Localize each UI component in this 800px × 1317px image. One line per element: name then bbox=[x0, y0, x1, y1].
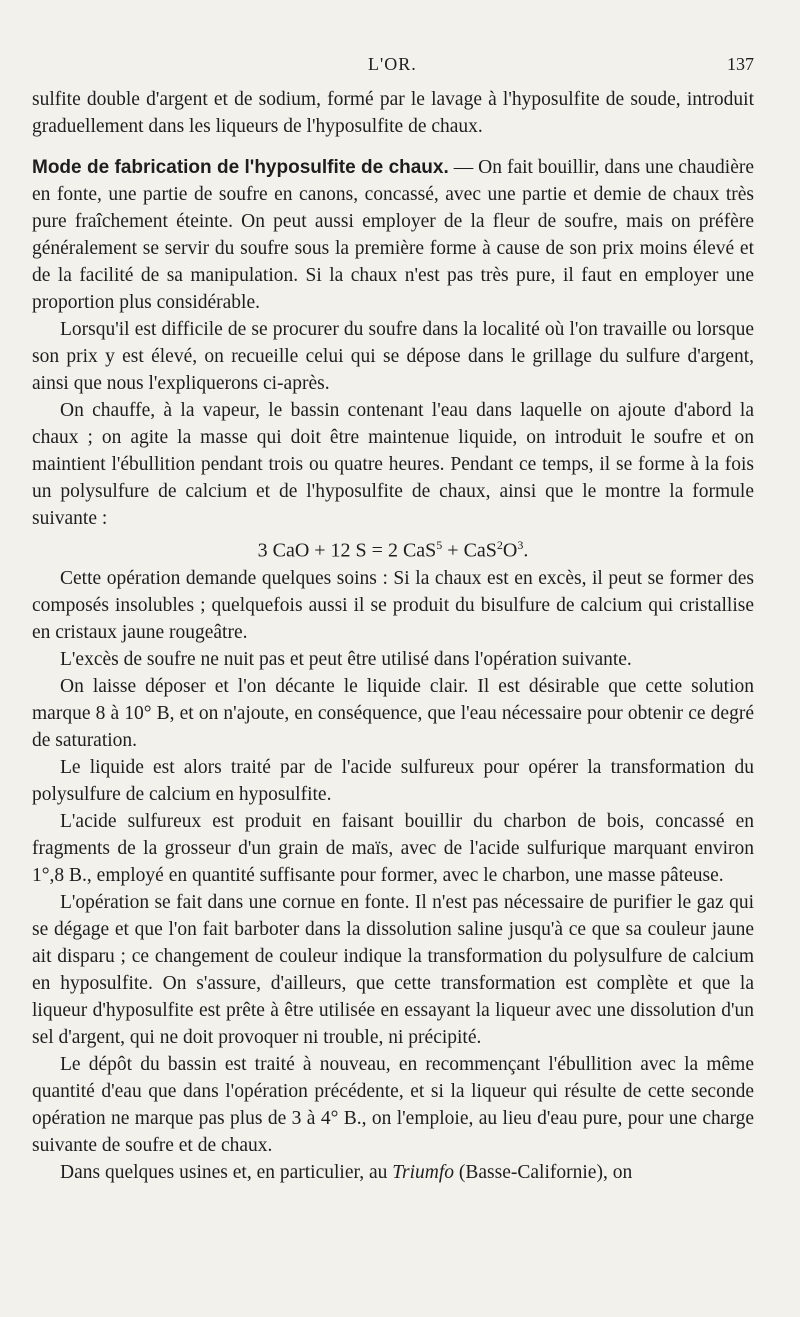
page-number: 137 bbox=[727, 54, 754, 74]
paragraph-continuation: sulfite double d'argent et de sodium, formé par le lavage à l'hyposulfite de soude, introduit graduellement dans les liqueurs de l'hyposulfite de chaux. bbox=[32, 89, 754, 137]
paragraph: Le dépôt du bassin est traité à nouveau, en recommençant l'ébullition avec la même quantité d'eau que dans l'opération précédente, et si la liqueur qui résulte de cette seconde opération ne marque pas plus de 3 à 4° B., on l'emploie, au lieu d'eau pure, pour une charge suivante de soufre et de chaux. bbox=[32, 1053, 754, 1156]
italic-place-name: Triumfo bbox=[392, 1161, 455, 1183]
paragraph: Le liquide est alors traité par de l'acide sulfureux pour opérer la transformation du polysulfure de calcium en hyposulfite. bbox=[32, 756, 754, 805]
paragraph: Dans quelques usines et, en particulier, au Triumfo (Basse-Californie), on bbox=[60, 1161, 633, 1183]
chemical-formula: 3 CaO + 12 S = 2 $CaS^5 + CaS^2O^3$. bbox=[257, 538, 529, 562]
paragraph: On chauffe, à la vapeur, le bassin contenant l'eau dans laquelle on ajoute d'abord la chaux ; on agite la masse qui doit être maintenue liquide, on introduit le soufre et on maintient l'ébullition pendant trois ou quatre heures. Pendant ce temps, il se forme à la fois un polysulfure de calcium et de l'hyposulfite de chaux, ainsi que le montre la formule suivante : bbox=[32, 400, 754, 529]
section-paragraph bbox=[32, 154, 754, 316]
page-header bbox=[32, 50, 754, 80]
section-text: — On fait bouillir, dans une chaudière en fonte, une partie de soufre en canons, concassé, avec une partie et demie de chaux très pure fraîchement éteinte. On peut aussi employer de la fleur de soufre, mais on préfère généralement se servir du soufre sous la première forme à cause de son prix moins élevé et de la facilité de sa manipulation. Si la chaux n'est pas très pure, il faut en employer une proportion plus considérable. bbox=[32, 157, 754, 313]
paragraph: On laisse déposer et l'on décante le liquide clair. Il est désirable que cette solution marque 8 à 10° B, et on n'ajoute, en conséquence, que l'eau nécessaire pour obtenir ce degré de saturation. bbox=[32, 675, 754, 751]
body-text bbox=[32, 86, 754, 1186]
paragraph: Lorsqu'il est difficile de se procurer du soufre dans la localité où l'on travaille ou lorsque son prix y est élevé, on recueille celui qui se dépose dans le grillage du sulfure d'argent, ainsi que nous l'expliquerons ci-après. bbox=[32, 319, 754, 394]
paragraph: Cette opération demande quelques soins : Si la chaux est en excès, il peut se former des composés insolubles ; quelquefois aussi il se produit du bisulfure de calcium qui cristallise en cristaux jaune rougeâtre. bbox=[32, 567, 754, 643]
paragraph: L'opération se fait dans une cornue en fonte. Il n'est pas nécessaire de purifier le gaz qui se dégage et que l'on fait barboter dans la dissolution saline jusqu'à ce que sa couleur jaune ait disparu ; ce changement de couleur indique la transformation du polysulfure de calcium en hyposulfite. On s'assure, d'ailleurs, que cette transformation est complète et que la liqueur d'hyposulfite est prête à être utilisée en essayant la liqueur avec une dissolution d'un sel d'argent, qui ne doit provoquer ni trouble, ni précipité. bbox=[32, 891, 754, 1048]
paragraph: L'excès de soufre ne nuit pas et peut être utilisé dans l'opération suivante. bbox=[60, 648, 632, 670]
paragraph: L'acide sulfureux est produit en faisant bouillir du charbon de bois, concassé en fragments de la grosseur d'un grain de maïs, avec de l'acide sulfurique marquant environ 1°,8 B., employé en quantité suffisante pour former, avec le charbon, une masse pâteuse. bbox=[32, 810, 754, 886]
running-title: L'OR. bbox=[368, 54, 417, 74]
section-heading: Mode de fabrication de l'hyposulfite de chaux. bbox=[32, 157, 449, 178]
